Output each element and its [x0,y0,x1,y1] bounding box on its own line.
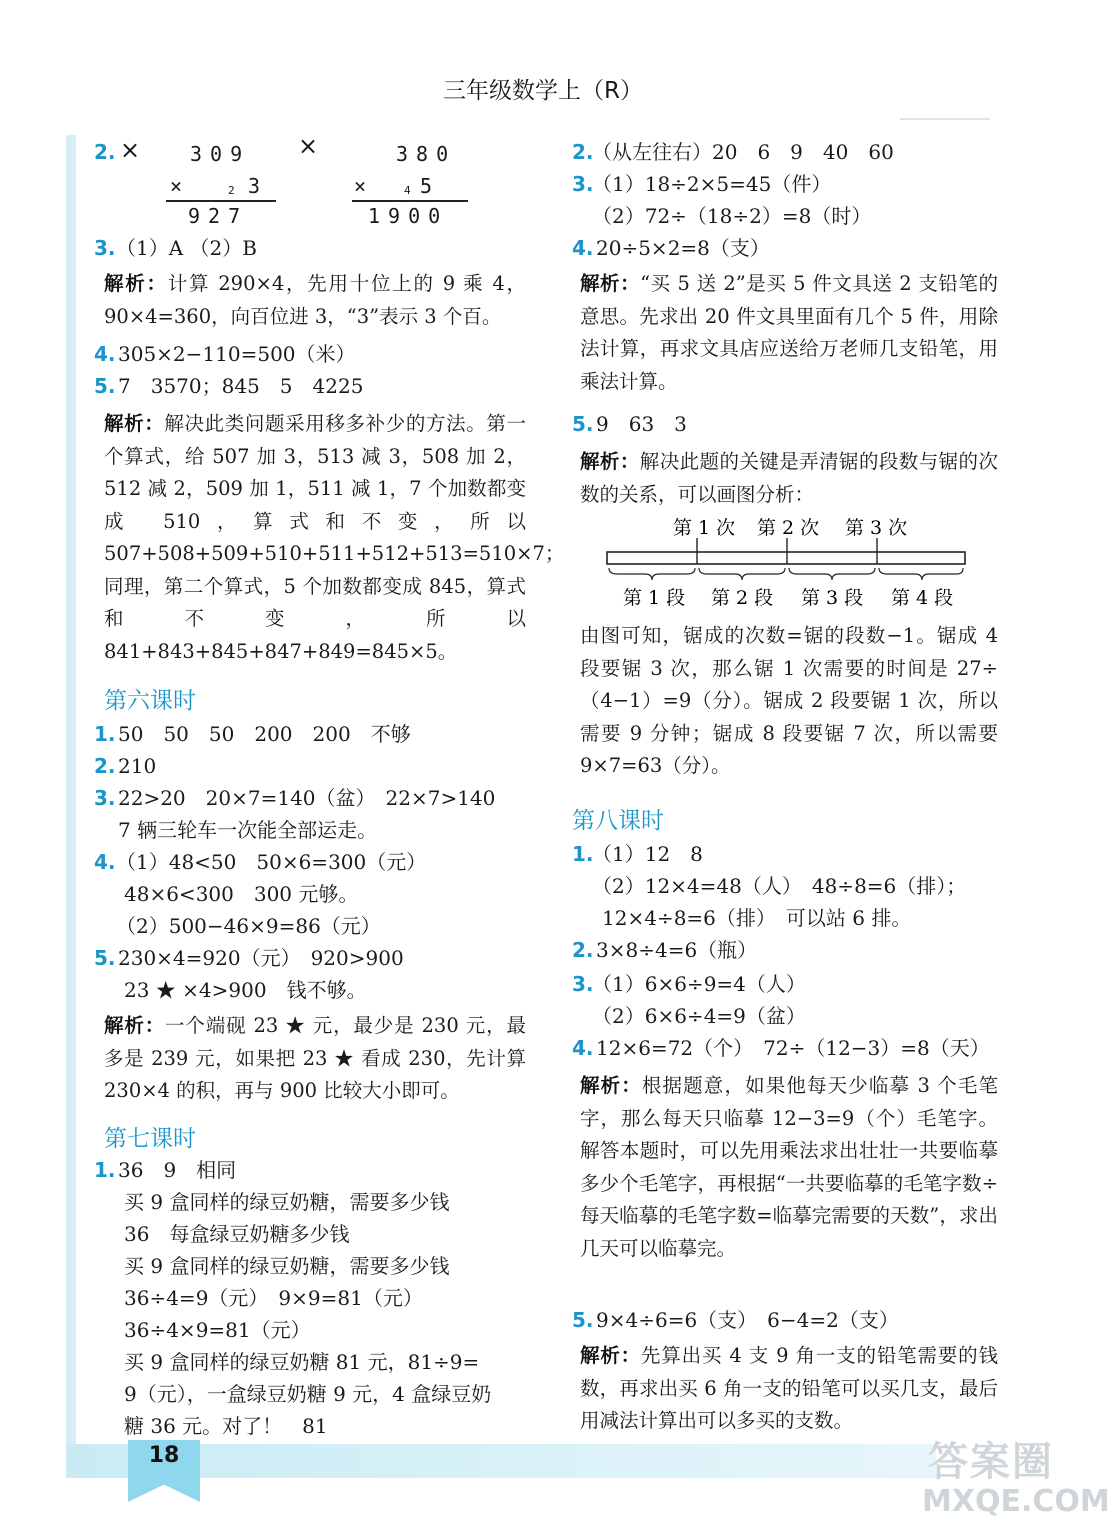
analysis-label: 解析： [104,1014,166,1037]
segment-label-3: 第 3 段 [801,587,864,609]
analysis-text: “买 5 送 2”是买 5 件文具送 2 支铅笔的意思。先求出 20 件文具里面有几个 5 件，用除法计算，再求文具店应送给万老师几支铅笔，用乘法计算。 [580,272,998,393]
s7-q1-number: 1. [94,1158,116,1182]
s7-q1-line: 买 9 盒同样的绿豆奶糖，需要多少钱 [124,1254,450,1278]
s7-q1-line: 买 9 盒同样的绿豆奶糖 81 元，81÷9= [124,1350,480,1374]
s7-q1-line: 36 每盒绿豆奶糖多少钱 [124,1222,350,1246]
s8-q2-answer: 3×8÷4=6（瓶） [596,938,758,962]
vm1-rule [166,200,276,202]
q2-number: 2. [572,140,594,164]
vm2-bottom: 5 [420,174,441,198]
page-left-decor-band [66,135,76,1465]
vm1-mul-sign: × [170,174,183,198]
analysis-label: 解析： [580,450,640,473]
q4-number: 4. [94,342,116,366]
q3-answer: （1）18÷2×5=45（件） [592,172,832,196]
analysis-text: 计算 290×4，先用十位上的 9 乘 4，90×4=360，向百位进 3，“3”表示 3 个百。 [104,272,526,328]
saw-cut-diagram [597,512,977,622]
s8-q4-answer: 12×6=72（个） 72÷（12−3）=8（天） [596,1036,990,1060]
analysis-text: 解决此题的关键是弄清锯的段数与锯的次数的关系，可以画图分析： [580,450,998,506]
s6-q3-answer-line2: 7 辆三轮车一次能全部运走。 [118,818,378,842]
q2-number: 2. [94,140,116,164]
s6-q4-answer: （1）48<50 50×6=300（元） [116,850,427,874]
s8-q1-answer-line2: （2）12×4=48（人） 48÷8=6（排）； [592,874,967,898]
vm1-top: 309 [190,142,251,166]
segment-brace-4 [879,568,963,580]
segment-label-4: 第 4 段 [891,587,954,609]
analysis-label: 解析： [580,1074,642,1097]
s6-q3-number: 3. [94,786,116,810]
s8-q5-answer: 9×4÷6=6（支） 6−4=2（支） [596,1308,899,1332]
vm2-top: 380 [396,142,457,166]
q3-number: 3. [572,172,594,196]
analysis-label: 解析： [104,412,165,435]
q3-number: 3. [94,236,116,260]
q5-number: 5. [94,374,116,398]
analysis-block [580,1340,998,1438]
s7-q1-line: 36÷4×9=81（元） [124,1318,311,1342]
watermark-logo [918,1430,1110,1530]
wrong-mark-icon: × [120,136,141,164]
watermark-main: 答案圈 [928,1439,1054,1485]
q3-answer: （1）A （2）B [116,236,257,260]
page-header-title: 三年级数学上（R） [443,78,643,104]
segment-label-1: 第 1 段 [623,587,686,609]
segment-brace-2 [699,568,785,580]
segment-brace-3 [789,568,875,580]
s6-q4-number: 4. [94,850,116,874]
vm1-result: 927 [188,204,249,228]
page-number: 18 [148,1443,180,1468]
analysis-text: 解决此类问题采用移多补少的方法。第一个算式，给 507 加 3，513 减 3，508 加 2，512 减 2，509 加 1，511 减 1，7 个加数都变成 510，算式和不变，所以 507+508+509+510+511+512+513=510×7；同理，第二个算式，5 个加数都变成 845，算式和不变，所以 841+843+845+847+849=845×5。 [104,412,565,663]
segment-label-2: 第 2 段 [711,587,774,609]
s7-q1-line: 糖 36 元。对了！ 81 [124,1414,328,1438]
cut-label-2: 第 2 次 [757,517,820,539]
s7-q1-line: 36÷4=9（元） 9×9=81（元） [124,1286,423,1310]
s7-q1-line: 36 9 相同 [118,1158,237,1182]
s8-q5-number: 5. [572,1308,594,1332]
vm2-carry: 4 [404,184,411,197]
cut-label-1: 第 1 次 [673,517,736,539]
s6-q2-answer: 210 [118,754,157,778]
s6-q1-answer: 50 50 50 200 200 不够 [118,722,411,746]
header-rule [900,118,990,120]
vm1-carry: 2 [228,184,235,197]
analysis-block [580,268,998,398]
s7-q1-line: 买 9 盒同样的绿豆奶糖，需要多少钱 [124,1190,450,1214]
analysis-block [104,268,526,333]
section-title-lesson6: 第六课时 [104,688,196,714]
analysis-block [580,1070,998,1265]
analysis-label: 解析： [580,1344,641,1367]
s8-q3-answer-line2: （2）6×6÷4=9（盆） [592,1004,806,1028]
section-title-lesson8: 第八课时 [572,808,664,834]
q5-answer: 7 3570；845 5 4225 [118,374,364,398]
diagram-explanation [580,620,998,783]
q5-number: 5. [572,412,594,436]
watermark-sub: MXQE.COM [922,1484,1110,1519]
s6-q5-answer-line2: 23 ★ ×4>900 钱不够。 [124,978,367,1002]
q3-answer-line2: （2）72÷（18÷2）=8（时） [592,204,872,228]
vm2-mul-sign: × [354,174,367,198]
vm2-result: 1900 [368,204,449,228]
wrong-mark-icon: × [298,132,319,160]
analysis-block [104,408,565,668]
q4-answer: 305×2−110=500（米） [118,342,356,366]
s8-q3-number: 3. [572,972,594,996]
s7-q1-line: 9（元），一盒绿豆奶糖 9 元，4 盒绿豆奶 [124,1382,492,1406]
analysis-text: 先算出买 4 支 9 角一支的铅笔需要的钱数，再求出买 6 角一支的铅笔可以买几支，最后用减法计算出可以多买的支数。 [580,1344,998,1432]
vm1-bottom: 3 [248,174,269,198]
s6-q1-number: 1. [94,722,116,746]
cut-label-3: 第 3 次 [845,517,908,539]
analysis-label: 解析： [580,272,641,295]
q4-answer: 20÷5×2=8（支） [596,236,770,260]
analysis-text: 一个端砚 23 ★ 元，最少是 230 元，最多是 239 元，如果把 23 ★ 看成 230，先计算 230×4 的积，再与 900 比较大小即可。 [104,1014,526,1102]
segment-brace-1 [609,568,695,580]
s8-q2-number: 2. [572,938,594,962]
section-title-lesson7: 第七课时 [104,1126,196,1152]
s6-q5-number: 5. [94,946,116,970]
s6-q4-answer-line2: 48×6<300 300 元够。 [124,882,359,906]
s6-q5-answer: 230×4=920（元） 920>900 [118,946,404,970]
s6-q2-number: 2. [94,754,116,778]
wood-plank [607,552,965,564]
analysis-block [104,1010,526,1108]
q4-number: 4. [572,236,594,260]
analysis-block [580,446,998,511]
s8-q3-answer: （1）6×6÷9=4（人） [592,972,806,996]
s6-q3-answer: 22>20 20×7=140（盆） 22×7>140 [118,786,496,810]
q2-answer: （从左往右）20 6 9 40 60 [592,140,894,164]
s8-q4-number: 4. [572,1036,594,1060]
q5-answer: 9 63 3 [596,412,687,436]
analysis-text: 由图可知，锯成的次数=锯的段数−1。锯成 4 段要锯 3 次，那么锯 1 次需要的时间是 27÷（4−1）=9（分）。锯成 2 段要锯 1 次，所以需要 9 分钟；锯成 8 段要锯 7 次，所以需要 9×7=63（分）。 [580,624,998,777]
s6-q4-answer-line3: （2）500−46×9=86（元） [116,914,381,938]
s8-q1-answer-line3: 12×4÷8=6（排） 可以站 6 排。 [602,906,912,930]
s8-q1-number: 1. [572,842,594,866]
vm2-rule [352,200,468,202]
s8-q1-answer: （1）12 8 [592,842,703,866]
analysis-label: 解析： [104,272,168,295]
analysis-text: 根据题意，如果他每天少临摹 3 个毛笔字，那么每天只临摹 12−3=9（个）毛笔字。解答本题时，可以先用乘法求出壮壮一共要临摹多少个毛笔字，再根据“一共要临摹的毛笔字数÷每天临摹的毛笔字数=临摹完需要的天数”，求出几天可以临摹完。 [580,1074,998,1260]
